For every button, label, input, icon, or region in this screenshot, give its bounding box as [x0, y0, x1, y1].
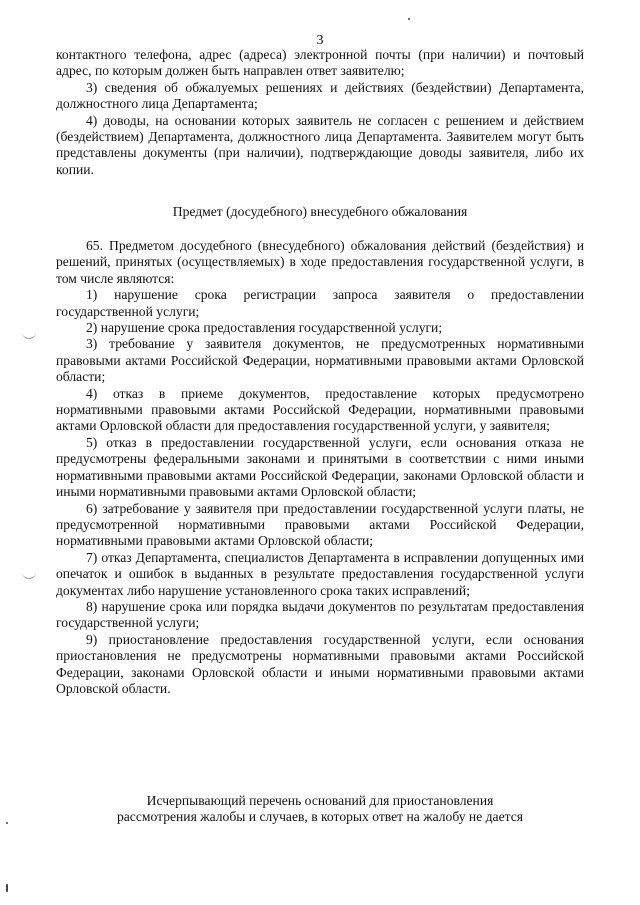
next-heading-line-1: Исчерпывающий перечень оснований для приостановления: [146, 793, 494, 808]
paragraph: 8) нарушение срока или порядка выдачи документов по результатам предоставления государственной услуги;: [56, 598, 584, 631]
scan-speck: [6, 884, 8, 892]
scan-speck: [6, 822, 8, 824]
paragraph: 7) отказ Департамента, специалистов Департамента в исправлении допущенных ими опечаток и ошибок в выданных в результате предоставления государственной услуги документах либо нарушение установленного срока таких исправлений;: [56, 549, 584, 598]
paragraph: 9) приостановление предоставления государственной услуги, если основания приостановления не предусмотрены нормативными правовыми актами Российской Федерации, законами Орловской области и иными нормативными правовыми актами Орловской области.: [56, 631, 584, 696]
paragraph: 3) требование у заявителя документов, не предусмотренных нормативными правовыми актами Российской Федерации, нормативными правовыми актами Орловской области;: [56, 336, 584, 385]
paragraph: 4) доводы, на основании которых заявитель не согласен с решением и действием (бездействием) Департамента, должностного лица Департамента. Заявителем могут быть представлены документы (при наличии), подтверждающие доводы заявителя, либо их копии.: [56, 112, 584, 177]
paragraph: 6) затребование у заявителя при предоставлении государственной услуги платы, не предусмотренной нормативными правовыми актами Российской Федерации, нормативными правовыми актами Орловской области;: [56, 500, 584, 549]
page-number: 3: [316, 33, 324, 48]
section-heading: Предмет (досудебного) внесудебного обжалования: [172, 204, 468, 219]
paragraph: 4) отказ в приеме документов, предоставление которых предусмотрено нормативными правовыми актами Российской Федерации, нормативными правовыми актами Орловской области для предоставления государственной услуги, у заявителя;: [56, 385, 584, 434]
scan-speck: [408, 18, 410, 20]
paragraph: 5) отказ в предоставлении государственной услуги, если основания отказа не предусмотрены федеральными законами и принятыми в соответствии с ними иными нормативными правовыми актами Российской Федерации, законами Орловской области и иными нормативными правовыми актами Орловской области;: [56, 434, 584, 500]
paragraph: 2) нарушение срока предоставления государственной услуги;: [86, 320, 443, 336]
scan-artifact: [22, 332, 36, 339]
paragraph: 65. Предметом досудебного (внесудебного) обжалования действий (бездействия) и решений, принятых (осуществляемых) в ходе предоставления государственной услуги, в том числе являются:: [56, 238, 584, 286]
paragraph: контактного телефона, адрес (адреса) электронной почты (при наличии) и почтовый адрес, по которым должен быть направлен ответ заявителю;: [56, 47, 584, 79]
scan-artifact: [22, 572, 36, 579]
intro-paragraphs: [56, 47, 584, 178]
next-heading-line-2: рассмотрения жалобы и случаев, в которых ответ на жалобу не дается: [116, 809, 524, 825]
paragraph: 3) сведения об обжалуемых решениях и действиях (бездействии) Департамента, должностного лица Департамента;: [56, 79, 584, 112]
next-section-heading: [56, 793, 584, 826]
section-paragraphs: [56, 238, 584, 697]
paragraph: 1) нарушение срока регистрации запроса заявителя о предоставлении государственной услуги;: [56, 287, 584, 319]
